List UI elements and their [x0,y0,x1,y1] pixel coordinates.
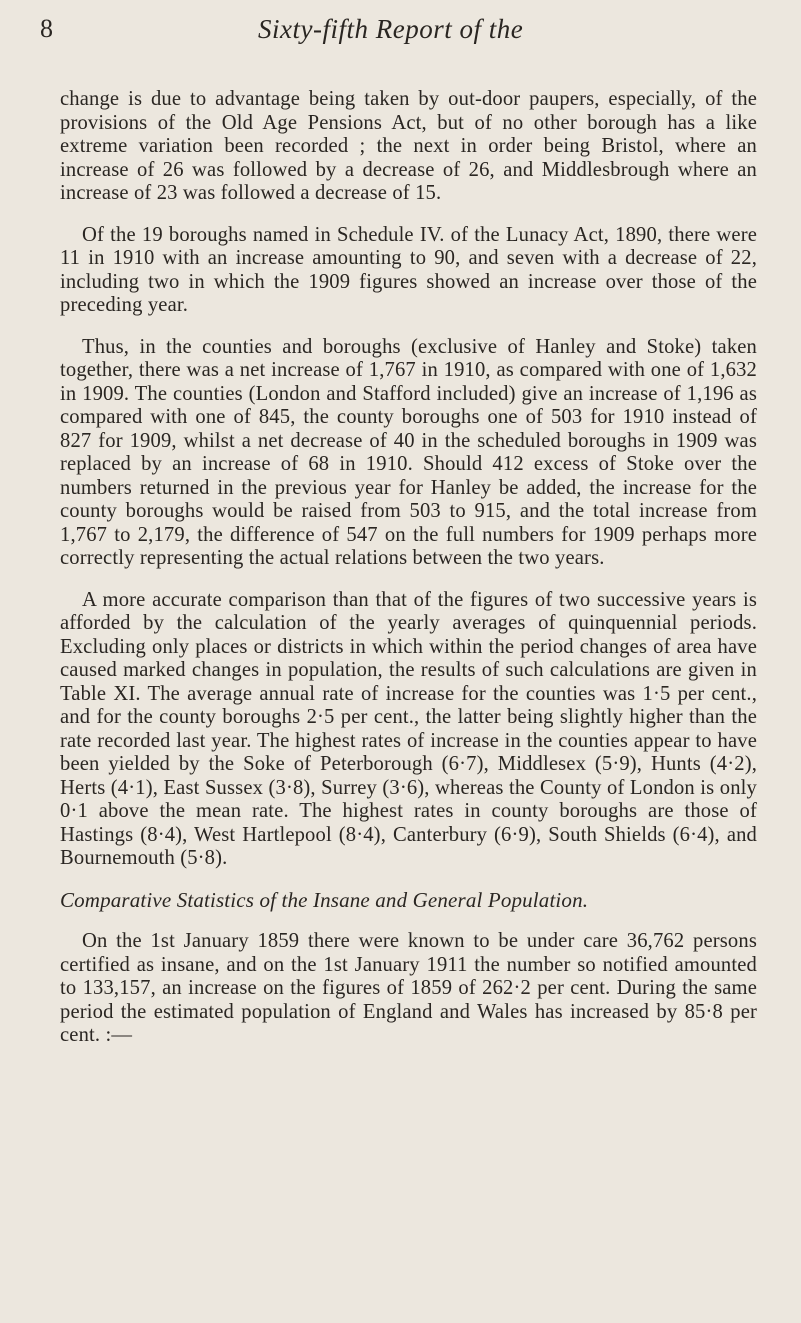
paragraph-comparative-statistics: On the 1st January 1859 there were known to be under care 36,762 persons certified as insane, and on the 1st January 1911 the number so notified amounted to 133,157, an increase on the figures of 1859 of 262·2 per cent. During the same period the estimated population of England and Wales has increased by 85·8 per cent. :— [60,930,757,1046]
running-head [40,14,761,48]
page-number: 8 [40,14,53,43]
paragraph-quinquennial-averages: A more accurate comparison than that of the figures of two successive years is afforded by the calculation of the yearly averages of quinquennial periods. Excluding only places or districts in which within the period changes of area have caused marked changes in population, the results of such calculations are given in Table XI. The average annual rate of increase for the counties was 1·5 per cent., and for the county boroughs 2·5 per cent., the latter being slightly higher than the rate recorded last year. The highest rates of increase in the counties appear to have been yielded by the Soke of Peterborough (6·7), Middlesex (5·9), Hunts (4·2), Herts (4·1), East Sussex (3·8), Surrey (3·6), whereas the County of London is only 0·1 above the mean rate. The highest rates in county boroughs are those of Hastings (8·4), West Hartlepool (8·4), Canterbury (6·9), South Shields (6·4), and Bournemouth (5·8). [60,588,757,869]
paragraph-scheduled-boroughs: Of the 19 boroughs named in Schedule IV. of the Lunacy Act, 1890, there were 11 in 1910 with an increase amounting to 90, and seven with a decrease of 22, including two in which the 1909 figures showed an increase over those of the preceding year. [60,223,757,316]
paragraph-continuation: change is due to advantage being taken by out-door paupers, especially, of the provisions of the Old Age Pensions Act, but of no other borough has a like extreme variation been recorded ; the next in order being Bristol, where an increase of 26 was followed by a decrease of 26, and Middlesbrough where an increase of 23 was followed a decrease of 15. [60,88,757,204]
body-text [60,88,757,1066]
running-title: Sixty-fifth Report of the [258,14,524,44]
section-heading: Comparative Statistics of the Insane and General Population. [60,887,589,912]
paragraph-net-increase: Thus, in the counties and boroughs (exclusive of Hanley and Stoke) taken together, there was a net increase of 1,767 in 1910, as compared with one of 1,632 in 1909. The counties (London and Stafford included) give an increase of 1,196 as compared with one of 845, the county boroughs one of 503 for 1910 instead of 827 for 1909, whilst a net decrease of 40 in the scheduled boroughs in 1909 was replaced by an increase of 68 in 1910. Should 412 excess of Stoke over the numbers returned in the previous year for Hanley be added, the increase for the county boroughs would be raised from 503 to 915, and the total increase from 1,767 to 2,179, the difference of 547 on the full numbers for 1909 perhaps more correctly representing the actual relations between the two years. [60,335,757,569]
